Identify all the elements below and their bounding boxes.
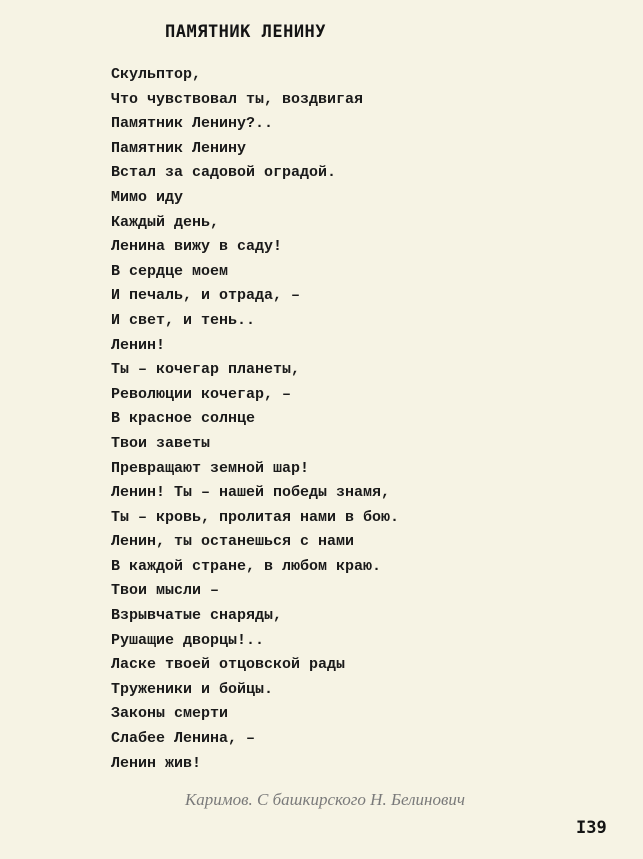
poem-line: Скульптор, (111, 66, 202, 83)
poem-line: И печаль, и отрада, – (111, 287, 301, 305)
poem-line: Памятник Ленину (111, 139, 247, 157)
page-number: I39 (576, 818, 607, 838)
poem-line: Взрывчатые снаряды, (111, 607, 283, 625)
poem-line: Революции кочегар, – (111, 385, 292, 403)
poem-line: Рушащие дворцы!.. (111, 631, 265, 649)
poem-line: Труженики и бойцы. (111, 680, 274, 698)
poem-line: Превращают земной шар! (111, 459, 310, 477)
poem-line: Ласке твоей отцовской рады (111, 656, 346, 674)
poem-line: В красное солнце (111, 410, 256, 428)
poem-line: Встал за садовой оградой. (111, 164, 337, 182)
poem-line: Памятник Ленину?.. (111, 115, 274, 133)
poem-line: Твои заветы (111, 434, 211, 452)
poem-line: Мимо иду (111, 188, 184, 206)
poem-body (111, 63, 399, 776)
poem-line: Ты – кровь, пролитая нами в бою. (111, 508, 400, 526)
poem-line: Слабее Ленина, – (111, 730, 256, 748)
poem-line: Ленин! Ты – нашей победы знамя, (111, 484, 391, 502)
author-attribution: Каримов. С башкирского Н. Белинович (185, 790, 465, 809)
poem-line: Законы смерти (111, 705, 229, 723)
poem-line: Ленин! (111, 336, 166, 354)
poem-line: Ленин жив! (111, 754, 202, 772)
poem-line: Ты – кочегар планеты, (111, 361, 301, 379)
poem-title: ПАМЯТНИК ЛЕНИНУ (165, 22, 327, 42)
poem-line: В каждой стране, в любом краю. (111, 557, 382, 575)
poem-line: Ленин, ты останешься с нами (111, 533, 355, 551)
poem-line: Каждый день, (111, 213, 220, 231)
poem-line: Ленина вижу в саду! (111, 238, 283, 256)
poem-line: И свет, и тень.. (111, 311, 256, 329)
poem-line: Твои мысли – (111, 582, 220, 600)
poem-line: В сердце моем (111, 262, 229, 280)
poem-line: Что чувствовал ты, воздвигая (111, 90, 364, 108)
